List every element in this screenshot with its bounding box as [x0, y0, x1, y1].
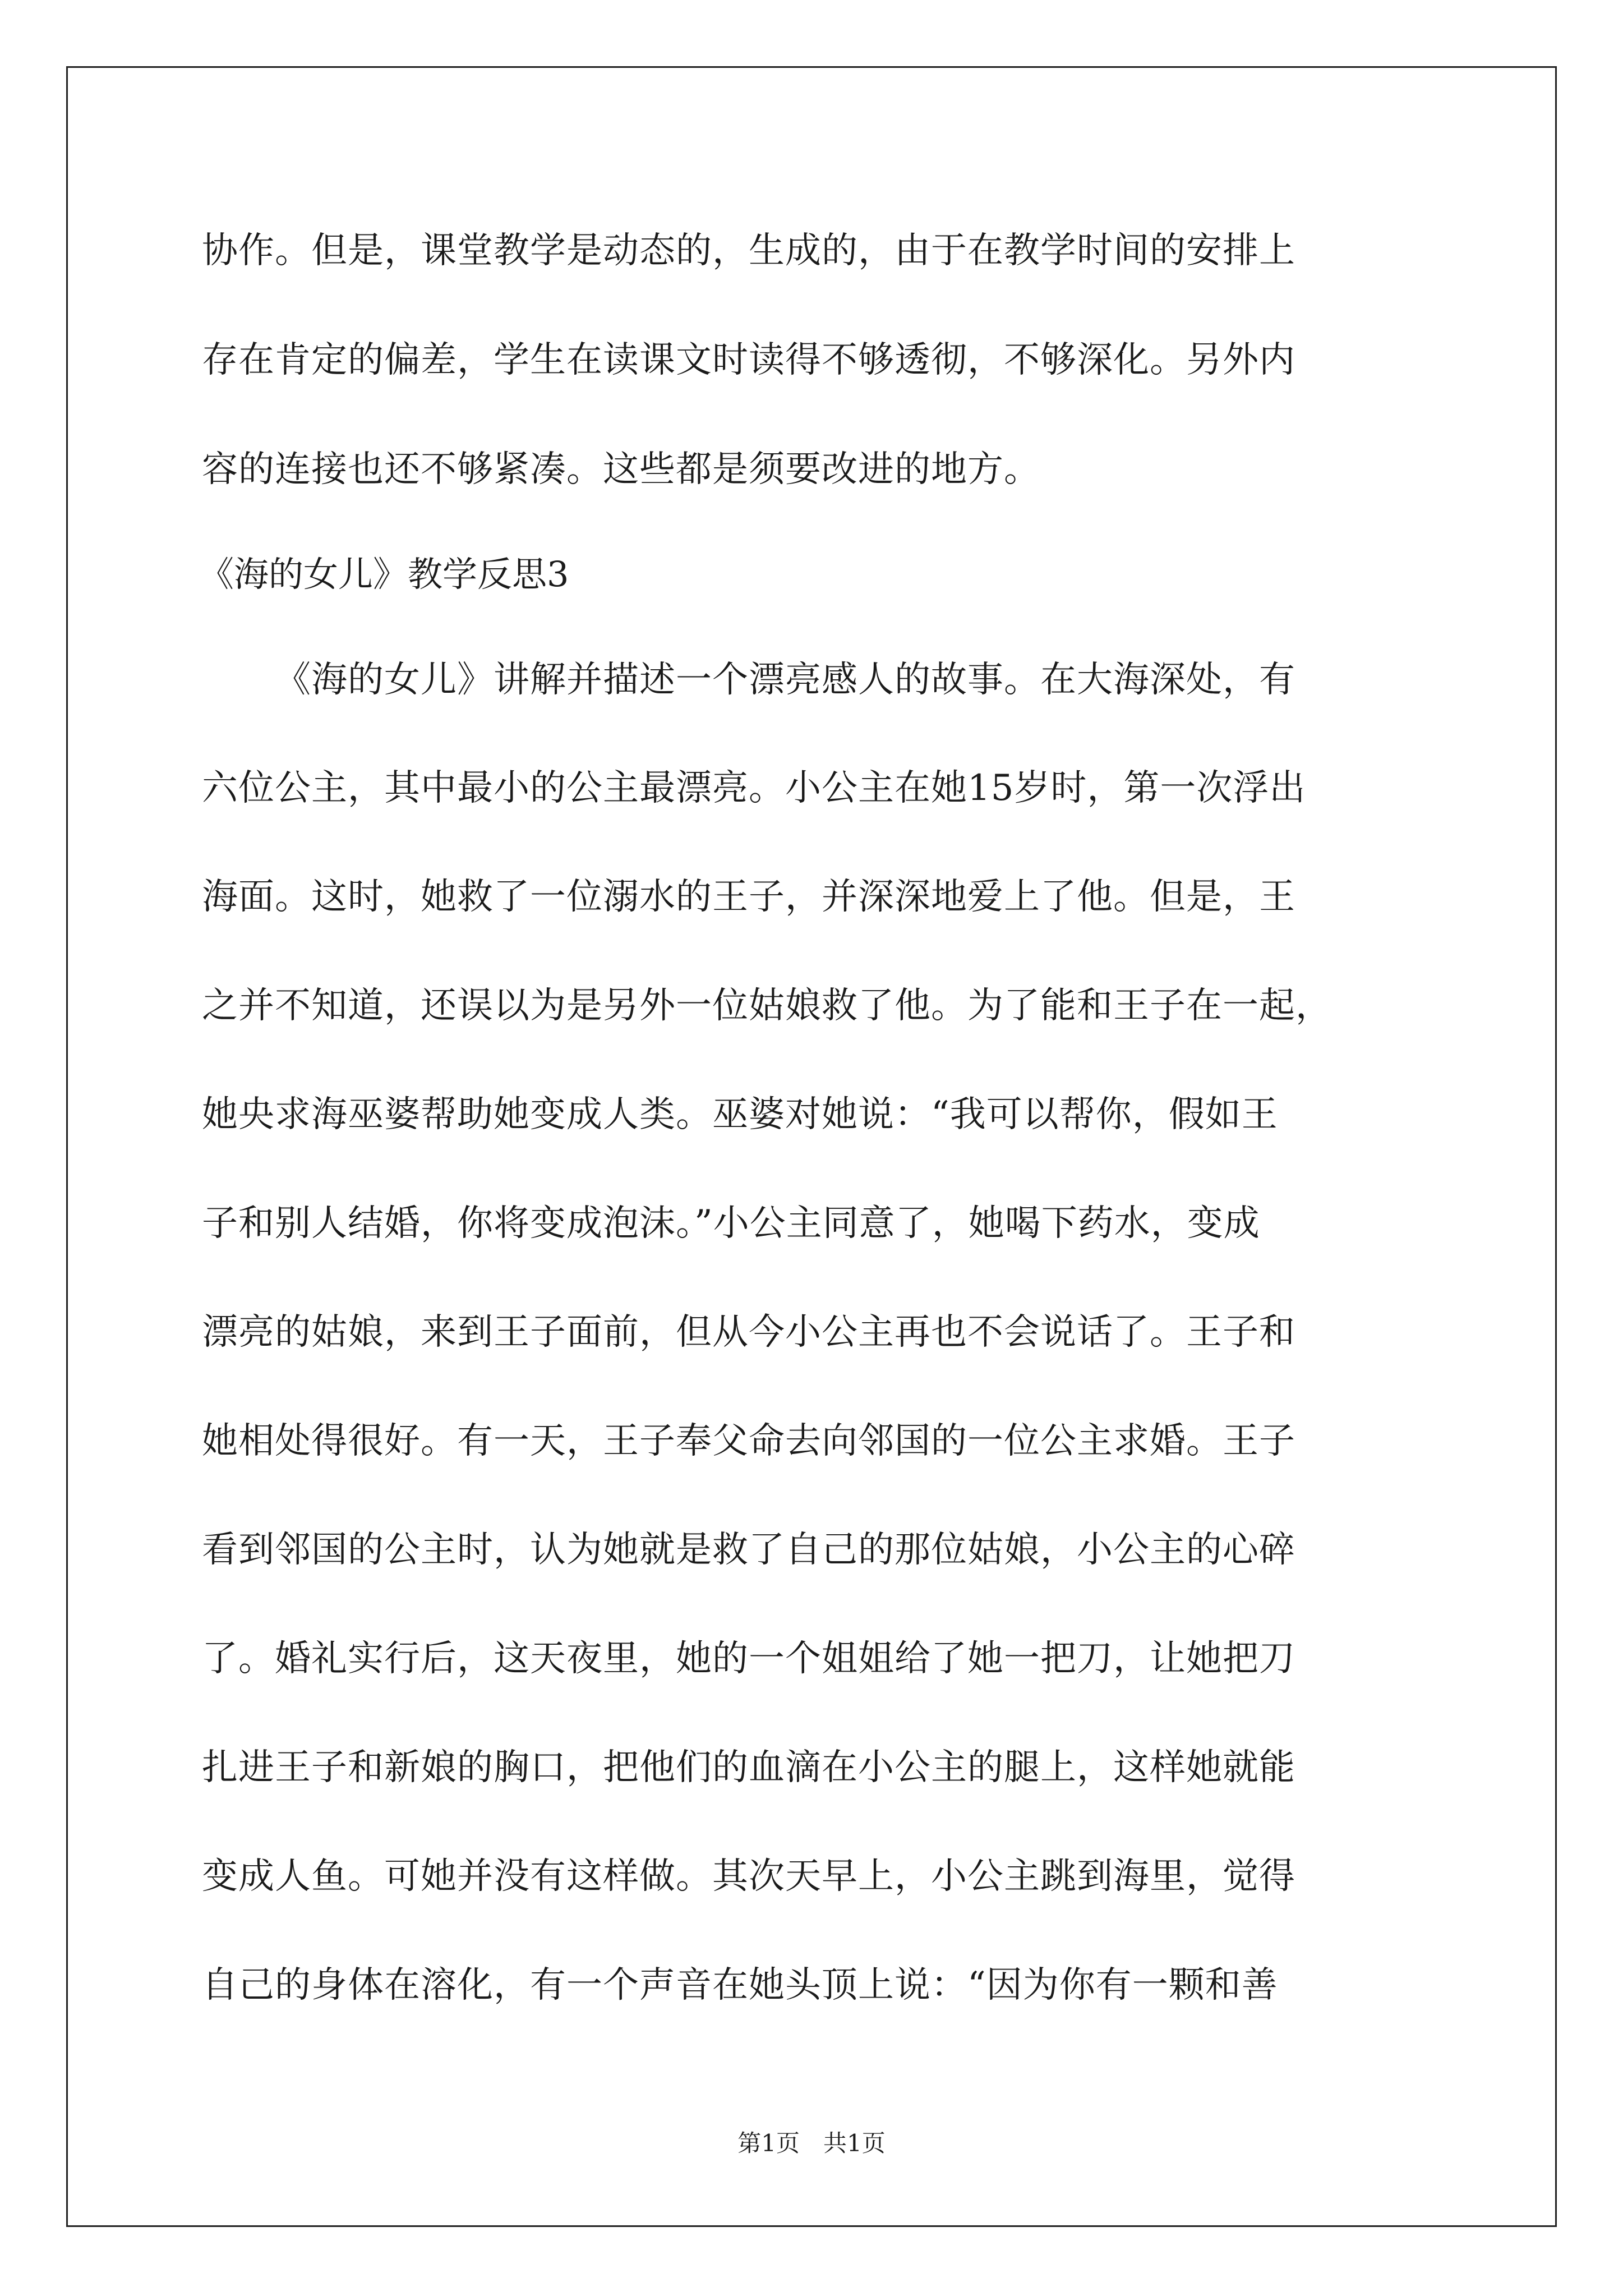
paragraph-line: 她央求海巫婆帮助她变成人类。巫婆对她说：“我可以帮你，假如王	[202, 1094, 1278, 1135]
paragraph-line: 六位公主，其中最小的公主最漂亮。小公主在她15岁时，第一次浮出	[202, 767, 1306, 809]
paragraph-line: 看到邻国的公主时，认为她就是救了自己的那位姑娘，小公主的心碎	[202, 1529, 1295, 1571]
paragraph-line: 扎进王子和新娘的胸口，把他们的血滴在小公主的腿上，这样她就能	[202, 1747, 1295, 1788]
paragraph-line: 自己的身体在溶化，有一个声音在她头顶上说：“因为你有一颗和善	[202, 1964, 1278, 2006]
paragraph-line: 存在肯定的偏差，学生在读课文时读得不够透彻，不够深化。另外内	[202, 339, 1295, 381]
paragraph-line: 漂亮的姑娘，来到王子面前，但从今小公主再也不会说话了。王子和	[202, 1312, 1295, 1353]
paragraph-line: 容的连接也还不够紧凑。这些都是须要改进的地方。	[202, 449, 1040, 490]
paragraph-line: 变成人鱼。可她并没有这样做。其次天早上，小公主跳到海里，觉得	[202, 1856, 1295, 1897]
paragraph-line: 子和别人结婚，你将变成泡沫。”小公主同意了，她喝下药水，变成	[202, 1203, 1260, 1244]
page-border	[66, 66, 1557, 2227]
paragraph-line: 《海的女儿》讲解并描述一个漂亮感人的故事。在大海深处，有	[275, 659, 1295, 701]
paragraph-line: 海面。这时，她救了一位溺水的王子，并深深地爱上了他。但是，王	[202, 876, 1295, 918]
paragraph-line: 协作。但是，课堂教学是动态的，生成的，由于在教学时间的安排上	[202, 230, 1295, 272]
paragraph-line: 了。婚礼实行后，这天夜里，她的一个姐姐给了她一把刀，让她把刀	[202, 1638, 1295, 1680]
paragraph-line: 她相处得很好。有一天，王子奉父命去向邻国的一位公主求婚。王子	[202, 1420, 1295, 1462]
section-heading: 《海的女儿》教学反思3	[199, 554, 569, 595]
page-footer: 第1页 共1页	[737, 2129, 886, 2157]
paragraph-line: 之并不知道，还误以为是另外一位姑娘救了他。为了能和王子在一起，	[202, 985, 1332, 1027]
